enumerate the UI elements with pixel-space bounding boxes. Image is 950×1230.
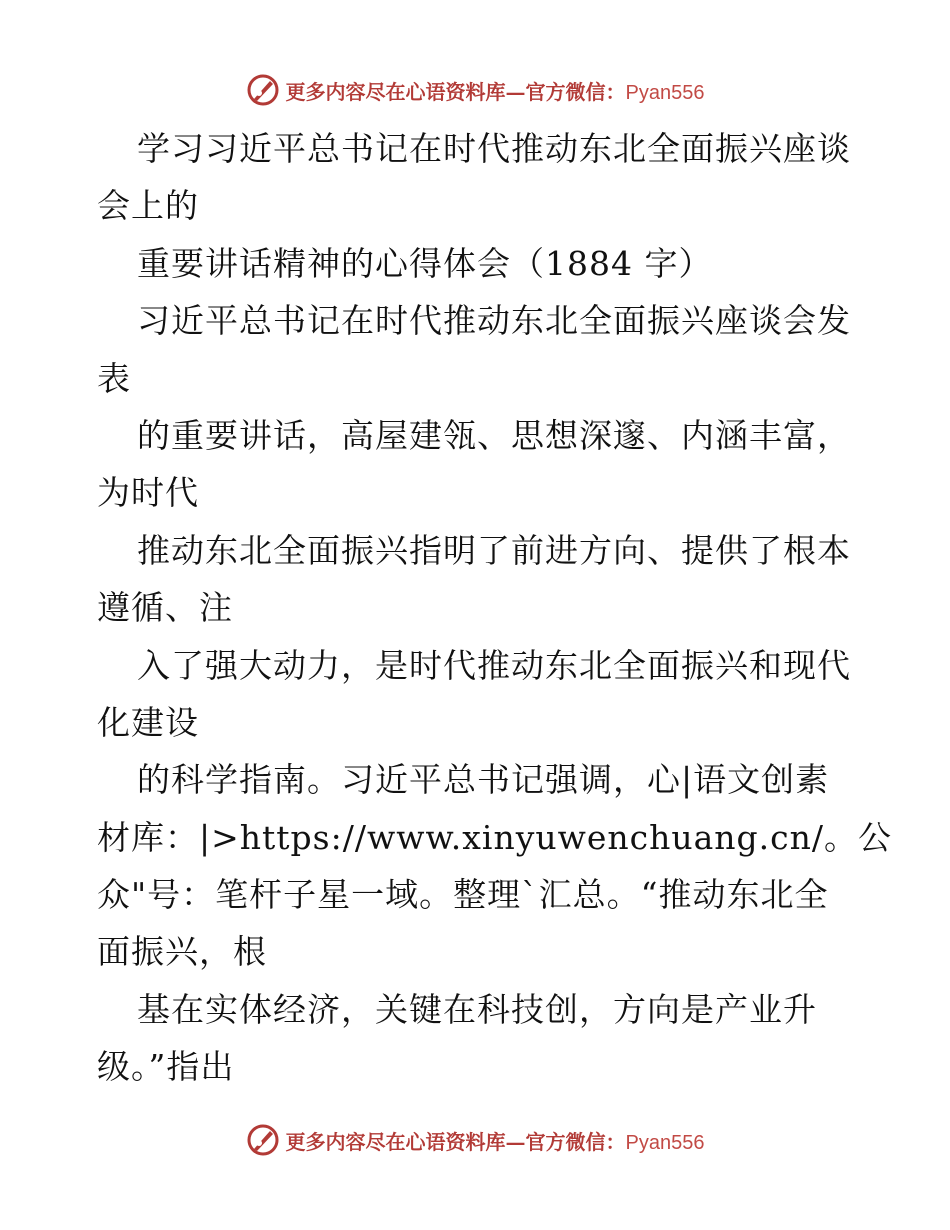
text-line: 重要讲话精神的心得体会（1884 字） bbox=[137, 243, 713, 283]
document-body bbox=[97, 120, 893, 1096]
quill-circle-logo-icon bbox=[246, 1123, 280, 1157]
text-line: 推动东北全面振兴指明了前进方向、提供了根本 bbox=[137, 530, 851, 570]
text-line: 面振兴，根 bbox=[97, 932, 267, 972]
banner-text: 更多内容尽在心语资料库—官方微信：Pyan556 bbox=[285, 1129, 705, 1154]
banner-wechat-id: Pyan556 bbox=[625, 1131, 705, 1154]
header-banner bbox=[0, 70, 950, 110]
text-line: 为时代 bbox=[97, 473, 199, 513]
banner-text: 更多内容尽在心语资料库—官方微信：Pyan556 bbox=[285, 79, 705, 104]
quill-circle-logo-icon bbox=[246, 73, 280, 107]
text-line: 会上的 bbox=[97, 186, 199, 226]
banner-wechat-id: Pyan556 bbox=[625, 81, 705, 104]
text-line: 的科学指南。习近平总书记强调，心|语文创素 bbox=[137, 760, 830, 800]
text-line: 级。”指出 bbox=[97, 1047, 235, 1087]
text-line: 基在实体经济，关键在科技创，方向是产业升 bbox=[137, 989, 817, 1029]
text-line: 遵循、注 bbox=[97, 588, 233, 628]
text-line: 习近平总书记在时代推动东北全面振兴座谈会发 bbox=[137, 301, 851, 341]
text-line: 入了强大动力，是时代推动东北全面振兴和现代 bbox=[137, 645, 851, 685]
text-line: 材库：|>https://www.xinyuwenchuang.cn/。公 bbox=[97, 817, 893, 857]
text-line: 学习习近平总书记在时代推动东北全面振兴座谈 bbox=[137, 129, 851, 168]
text-line: 表 bbox=[97, 358, 131, 398]
text-line: 化建设 bbox=[97, 702, 199, 742]
footer-banner bbox=[0, 1120, 950, 1160]
text-line: 的重要讲话，高屋建瓴、思想深邃、内涵丰富， bbox=[137, 415, 851, 455]
text-line: 众"号：笔杆子星一域。整理`汇总。“推动东北全 bbox=[97, 875, 829, 915]
